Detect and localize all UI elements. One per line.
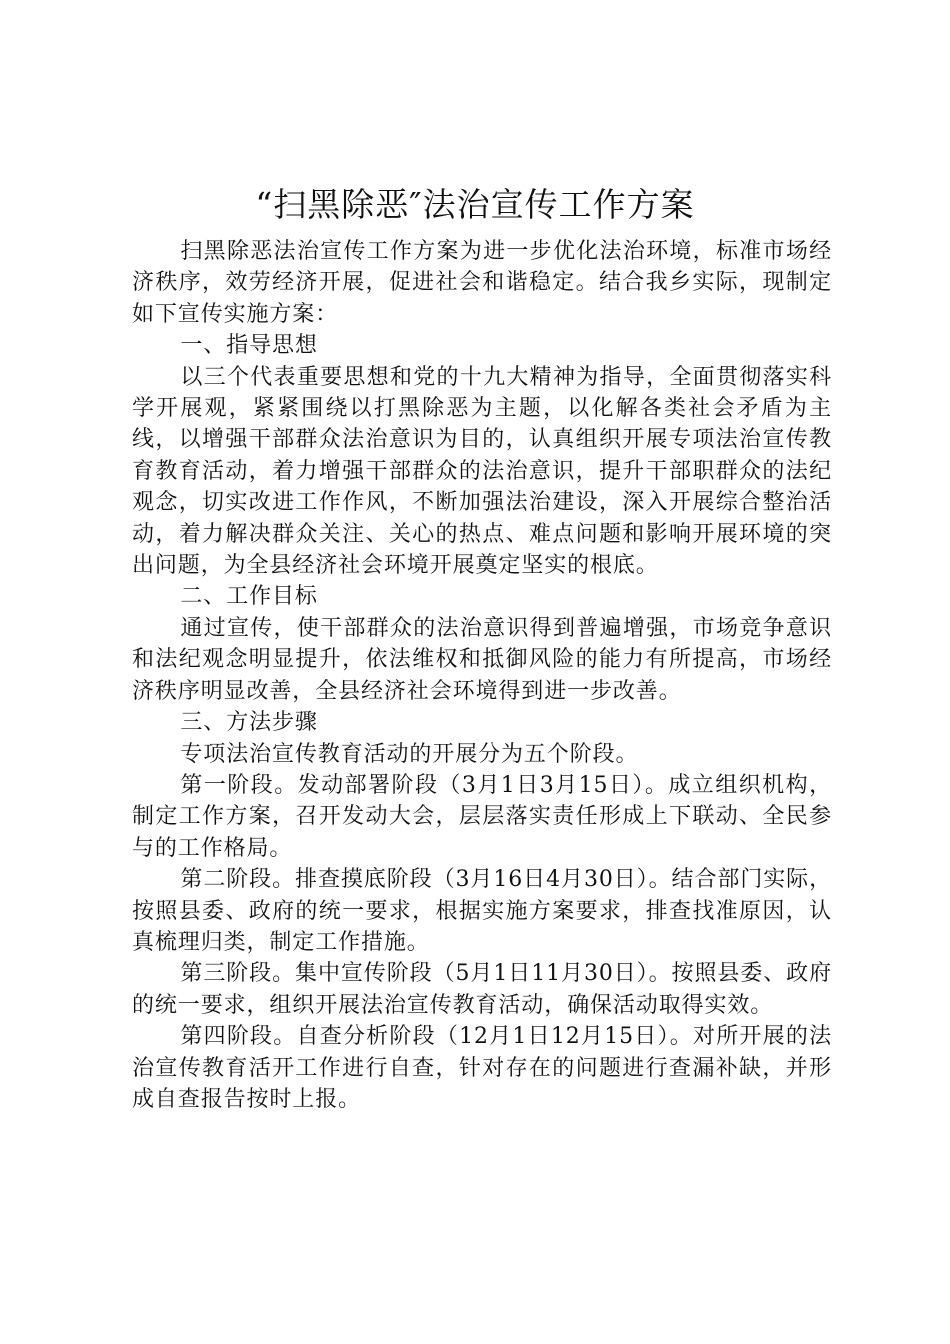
intro-paragraph: 扫黑除恶法治宣传工作方案为进一步优化法治环境，标准市场经济秩序，效劳经济开展，促进社会和谐稳定。结合我乡实际，现制定如下宣传实施方案： — [132, 239, 832, 327]
section-heading-guiding-ideology: 一、指导思想 — [180, 333, 318, 359]
stage-one-paragraph: 第一阶段。发动部署阶段（3月1日3月15日）。成立组织机构，制定工作方案，召开发动大会，层层落实责任形成上下联动、全民参与的工作格局。 — [132, 772, 832, 861]
document-body — [132, 236, 832, 1115]
document-title: “扫黑除恶″法治宣传工作方案 — [255, 185, 695, 224]
section-heading-work-goals: 二、工作目标 — [180, 584, 318, 610]
guiding-ideology-paragraph: 以三个代表重要思想和党的十九大精神为指导，全面贯彻落实科学开展观，紧紧围绕以打黑除恶为主题，以化解各类社会矛盾为主线，以增强干部群众法治意识为目的，认真组织开展专项法治宣传教育教育活动，着力增强干部群众的法治意识，提升干部职群众的法纪观念，切实改进工作作风，不断加强法治建设，深入开展综合整治活动，着力解决群众关注、关心的热点、难点问题和影响开展环境的突出问题，为全县经济社会环境开展奠定坚实的根底。 — [132, 364, 832, 579]
method-steps-intro-paragraph: 专项法治宣传教育活动的开展分为五个阶段。 — [180, 741, 639, 767]
stage-four-paragraph: 第四阶段。自查分析阶段（12月1日12月15日）。对所开展的法治宣传教育活开工作进行自查，针对存在的问题进行查漏补缺，并形成自查报告按时上报。 — [132, 1024, 832, 1112]
work-goals-paragraph: 通过宣传，使干部群众的法治意识得到普遍增强，市场竞争意识和法纪观念明显提升，依法维权和抵御风险的能力有所提高，市场经济秩序明显改善，全县经济社会环境得到进一步改善。 — [132, 615, 832, 704]
section-heading-method-steps: 三、方法步骤 — [180, 710, 318, 736]
stage-two-paragraph: 第二阶段。排查摸底阶段（3月16日4月30日）。结合部门实际，按照县委、政府的统一要求，根据实施方案要求，排查找准原因，认真梳理归类，制定工作措施。 — [132, 867, 832, 955]
stage-three-paragraph: 第三阶段。集中宣传阶段（5月1日11月30日）。按照县委、政府的统一要求，组织开展法治宣传教育活动，确保活动取得实效。 — [132, 961, 832, 1018]
